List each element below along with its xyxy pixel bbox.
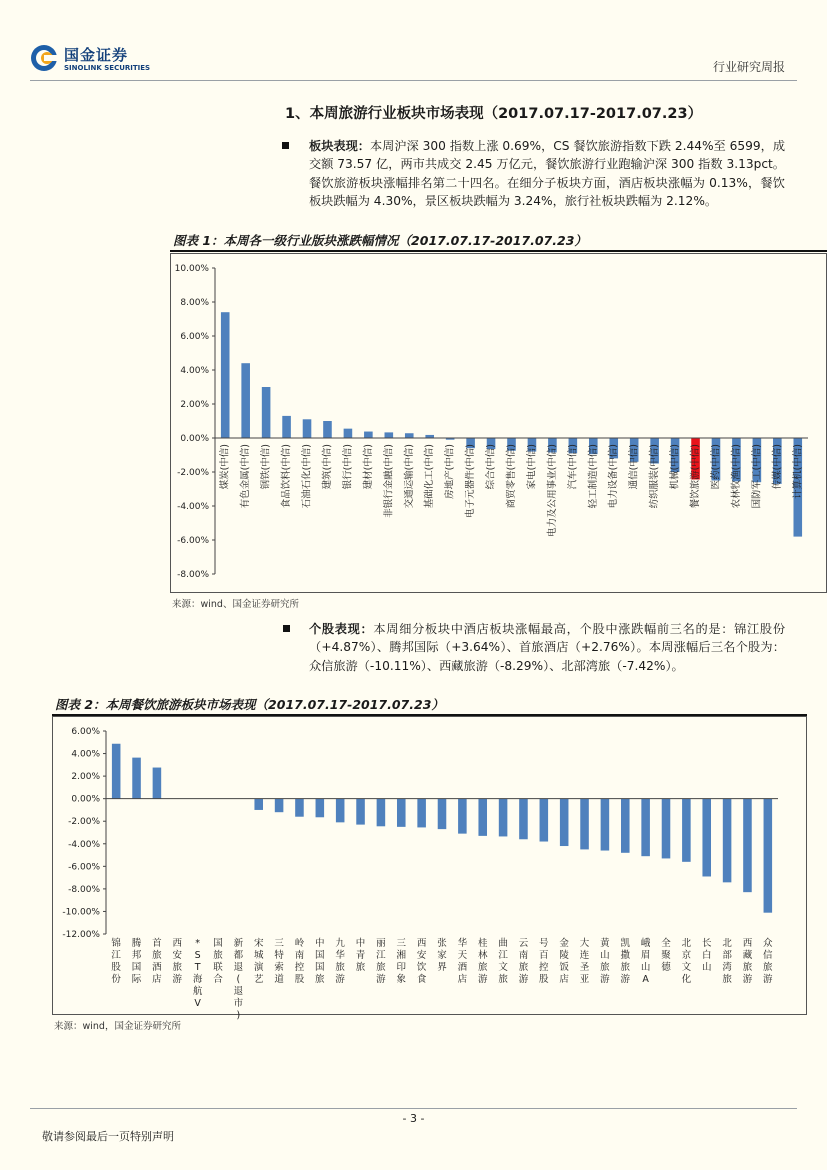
category-label: 石油石化(中信): [301, 444, 313, 509]
category-label: 西藏旅游: [742, 938, 753, 985]
category-label: 九华旅游: [335, 938, 345, 985]
category-label: 钢铁(中信): [260, 444, 272, 490]
bar: [743, 799, 752, 892]
figure2-title: 图表 2：本周餐饮旅游板块市场表现（2017.07.17-2017.07.23）: [55, 697, 444, 712]
bar: [254, 799, 263, 810]
bar: [132, 758, 141, 799]
bar: [601, 799, 610, 851]
logo-english-name: SINOLINK SECURITIES: [64, 64, 151, 72]
page-number: - 3 -: [402, 1112, 425, 1125]
category-label: 国防军工(中信): [751, 444, 763, 509]
y-tick-label: 2.00%: [180, 400, 209, 410]
category-label: 煤炭(中信): [219, 444, 231, 490]
stock-performance-text: 本周细分板块中酒店板块涨幅最高，个股中涨跌幅前三名的是：锦江股份（+4.87%）、腾邦国际（+3.64%）、首旅酒店（+2.76%）。本周涨幅后三名个股为：众信旅游（-10.11%）、西藏旅游（-8.29%）、北部湾旅（-7.42%）。: [309, 622, 786, 673]
bar: [275, 799, 284, 813]
category-label: 农林牧渔(中信): [730, 444, 742, 509]
y-tick-label: 0.00%: [180, 434, 209, 444]
category-label: 号百控股: [539, 938, 549, 985]
sector-performance-label: 板块表现：: [309, 139, 370, 153]
category-label: 西安旅游: [172, 938, 183, 985]
bar: [580, 799, 589, 850]
category-label: 交通运输(中信): [403, 444, 415, 509]
figure1-source: 来源：wind、国金证券研究所: [172, 599, 299, 610]
category-label: 桂林旅游: [477, 938, 488, 985]
footer-divider: [30, 1108, 797, 1109]
category-label: 宋城演艺: [253, 938, 264, 985]
category-label: 计算机(中信): [792, 444, 804, 499]
category-label: 纺织服装(中信): [649, 444, 661, 509]
category-label: 食品饮料(中信): [281, 444, 293, 509]
category-label: 大连圣亚: [579, 938, 590, 985]
bar: [377, 799, 386, 827]
y-tick-label: -10.00%: [62, 907, 100, 918]
category-label: 商贸零售(中信): [506, 444, 517, 509]
category-label: 轻工制造(中信): [587, 444, 599, 509]
category-label: 非银行金融(中信): [383, 444, 395, 518]
category-label: 医药(中信): [710, 444, 722, 490]
category-label: 丽江旅游: [376, 938, 386, 985]
y-tick-label: 10.00%: [174, 264, 209, 274]
category-label: 黄山旅游: [600, 938, 610, 985]
y-tick-label: -8.00%: [177, 570, 209, 580]
category-label: 电力设备(中信): [608, 444, 620, 509]
category-label: 曲江文旅: [498, 938, 508, 985]
bar: [540, 799, 549, 842]
category-label: 通信(中信): [628, 444, 640, 490]
y-tick-label: -4.00%: [177, 502, 209, 512]
bar: [702, 799, 711, 877]
y-tick-label: -8.00%: [68, 884, 100, 895]
category-label: 汽车(中信): [567, 444, 579, 490]
y-tick-label: -6.00%: [68, 862, 100, 873]
category-label: 中青旅: [355, 938, 366, 973]
y-tick-label: -2.00%: [177, 468, 209, 478]
bar: [417, 799, 426, 828]
y-tick-label: -12.00%: [62, 930, 100, 940]
figure1-title: 图表 1：本周各一级行业版块涨跌幅情况（2017.07.17-2017.07.23）: [173, 233, 587, 248]
bar: [723, 799, 732, 883]
bar: [458, 799, 467, 834]
category-label: 西安饮食: [416, 938, 427, 985]
category-label: 北部湾旅: [722, 938, 732, 985]
category-label: 岭南控股: [294, 938, 305, 985]
y-tick-label: 2.00%: [71, 772, 100, 783]
sector-performance-text: 本周沪深 300 指数上涨 0.69%，CS 餐饮旅游指数下跌 2.44%至 6599，成交额 73.57 亿，两市共成交 2.45 万亿元，餐饮旅游行业跑输沪深 300 指数 3.13pct。餐饮旅游板块涨幅排名第二十四名。在细分子板块方面，酒店板块涨幅为 0.13%，餐饮板块跌幅为 4.30%，景区板块跌幅为 3.24%，旅行社板块跌幅为 2.12%。: [309, 139, 786, 208]
bar: [295, 799, 304, 817]
figure2-source: 来源：wind，国金证券研究所: [54, 1021, 181, 1032]
category-label: 北京文化: [681, 938, 692, 985]
bar: [641, 799, 650, 857]
y-tick-label: -2.00%: [68, 817, 100, 828]
y-tick-label: -6.00%: [177, 536, 209, 546]
y-tick-label: 6.00%: [71, 727, 100, 737]
category-label: 电力及公用事业(中信): [546, 444, 558, 537]
category-label: 家电(中信): [526, 444, 538, 490]
bar: [153, 768, 162, 799]
category-label: 建材(中信): [362, 444, 374, 490]
category-label: 云南旅游: [518, 938, 529, 985]
bar: [316, 799, 325, 818]
bar: [356, 799, 365, 825]
category-label: 三特索道: [274, 938, 284, 985]
category-label: 新都退(退市): [233, 938, 244, 1021]
bar: [662, 799, 671, 859]
category-label: 全聚德: [661, 938, 671, 973]
category-label: 房地产(中信): [444, 444, 456, 499]
y-tick-label: 6.00%: [180, 332, 209, 342]
category-label: 众信旅游: [763, 938, 773, 985]
category-label: 传媒(中信): [771, 444, 783, 490]
bar: [764, 799, 773, 913]
y-tick-label: 4.00%: [180, 366, 209, 376]
disclaimer-note: 敬请参阅最后一页特别声明: [42, 1130, 174, 1143]
category-label: 建筑(中信): [321, 444, 333, 490]
section-title: 1、本周旅游行业板块市场表现（2017.07.17-2017.07.23）: [285, 106, 703, 122]
bar: [499, 799, 508, 837]
category-label: 华天酒店: [457, 938, 468, 985]
category-label: 基础化工(中信): [424, 444, 436, 509]
category-label: 首旅酒店: [152, 938, 162, 985]
logo-chinese-name: 国金证券: [64, 46, 129, 64]
stock-performance-label: 个股表现：: [309, 622, 374, 636]
category-label: 长白山: [701, 938, 712, 973]
category-label: 综合(中信): [485, 444, 497, 490]
category-label: 电子元器件(中信): [465, 444, 477, 518]
y-tick-label: 8.00%: [180, 298, 209, 308]
bar: [438, 799, 447, 829]
category-label: 锦江股份: [111, 938, 121, 985]
category-label: 国旅联合: [213, 938, 223, 985]
bar: [336, 799, 345, 823]
y-tick-label: -4.00%: [68, 839, 100, 850]
y-tick-label: 4.00%: [71, 749, 100, 760]
category-label: 凯撒旅游: [620, 938, 631, 985]
category-label: 张家界: [437, 938, 447, 973]
category-label: 腾邦国际: [131, 938, 142, 985]
bar: [478, 799, 487, 836]
category-label: 餐饮旅游(中信): [690, 444, 702, 509]
bar: [519, 799, 528, 840]
category-label: 峨眉山 A: [640, 938, 651, 985]
category-label: * S T 海航 V: [192, 938, 203, 1009]
report-type: 行业研究周报: [712, 60, 785, 74]
category-label: 中国国旅: [315, 938, 325, 985]
bar: [112, 744, 121, 799]
category-label: 银行(中信): [342, 444, 354, 490]
bar: [621, 799, 630, 853]
bar: [682, 799, 691, 862]
category-label: 三湘印象: [396, 938, 407, 985]
bar: [560, 799, 569, 846]
category-label: 金陵饭店: [559, 938, 569, 985]
bar: [397, 799, 406, 827]
category-label: 机械(中信): [669, 444, 681, 490]
category-label: 有色金属(中信): [240, 444, 252, 509]
y-tick-label: 0.00%: [71, 794, 100, 805]
